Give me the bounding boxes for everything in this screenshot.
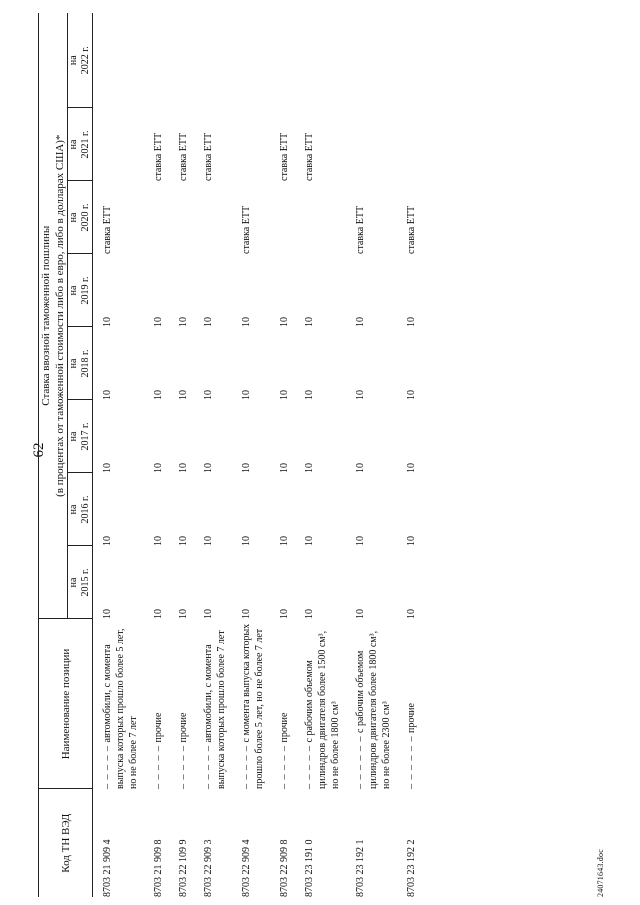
rate-cell: 10	[203, 609, 214, 619]
rate-cell: 10	[304, 390, 315, 400]
rate-cell: 10	[203, 463, 214, 473]
level-dashes: – – – – – –	[355, 735, 366, 789]
rate-cell: 10	[241, 390, 252, 400]
position-name-text: с момента выпуска которых прошло более 5 лет, но не более 7 лет	[241, 623, 265, 789]
position-name	[148, 619, 173, 789]
position-name	[198, 619, 236, 789]
rate-cell	[274, 13, 299, 108]
rate-cell: 10	[178, 390, 189, 400]
rate-cell: 10	[279, 609, 290, 619]
rate-cell: 10	[178, 609, 189, 619]
rate-cell: ставка ЕТТ	[241, 205, 252, 254]
position-name-text: автомобили, с момента выпуска которых прошло более 7 лет	[203, 630, 227, 789]
rate-cell: 10	[102, 317, 113, 327]
rate-cell: 10	[355, 390, 366, 400]
rate-cell	[198, 181, 236, 254]
rate-cell: 10	[279, 536, 290, 546]
header-year-label: 2016 г.	[80, 495, 91, 524]
rate-cell	[198, 13, 236, 108]
rate-cell: 10	[102, 390, 113, 400]
table-row	[350, 13, 401, 897]
rate-cell: ставка ЕТТ	[279, 132, 290, 181]
header-year	[68, 254, 93, 327]
rate-cell: 10	[153, 317, 164, 327]
rate-cell: 10	[178, 463, 189, 473]
document-id: 24071643.doc	[596, 849, 605, 897]
rate-cell: 10	[102, 609, 113, 619]
rate-cell: 10	[406, 390, 417, 400]
header-year-label: 2022 г.	[80, 46, 91, 75]
rate-cell	[173, 181, 198, 254]
position-name	[173, 619, 198, 789]
level-dashes: – – – – –	[203, 745, 214, 789]
header-year	[68, 327, 93, 400]
rate-cell: 10	[153, 463, 164, 473]
table-row	[93, 13, 149, 897]
rate-cell: 10	[279, 463, 290, 473]
rate-cell: 10	[178, 536, 189, 546]
tnved-code: 8703 22 109 9	[178, 839, 189, 897]
header-rate-line1: Ставка ввозной таможенной пошлины	[40, 225, 52, 406]
table-row	[173, 13, 198, 897]
rate-cell: 10	[304, 463, 315, 473]
position-name	[401, 619, 426, 789]
rate-cell: 10	[355, 317, 366, 327]
level-dashes: – – – – –	[153, 745, 164, 789]
rate-cell: 10	[355, 609, 366, 619]
rate-cell	[93, 108, 149, 181]
header-year-prefix: на	[68, 139, 79, 150]
rate-cell: 10	[304, 536, 315, 546]
header-year	[68, 473, 93, 546]
page-number: 62	[31, 442, 47, 458]
tnved-code: 8703 21 909 8	[153, 839, 164, 897]
tnved-code: 8703 21 909 4	[102, 839, 113, 897]
position-name-text: прочие	[406, 703, 417, 733]
rate-cell: 10	[406, 317, 417, 327]
header-year	[68, 108, 93, 181]
tnved-code: 8703 22 909 3	[203, 839, 214, 897]
header-year-label: 2019 г.	[80, 276, 91, 305]
rate-cell: ставка ЕТТ	[304, 132, 315, 181]
table-row	[299, 13, 350, 897]
rate-cell	[350, 13, 401, 108]
rate-cell: ставка ЕТТ	[203, 132, 214, 181]
header-year-label: 2020 г.	[80, 203, 91, 232]
rate-cell: 10	[279, 390, 290, 400]
rate-cell	[148, 181, 173, 254]
rate-cell: 10	[355, 536, 366, 546]
level-dashes: – – – – –	[178, 745, 189, 789]
table-row	[401, 13, 426, 897]
table-row	[198, 13, 236, 897]
header-code: Код ТН ВЭД	[39, 789, 93, 897]
rate-cell: 10	[279, 317, 290, 327]
header-year-prefix: на	[68, 504, 79, 515]
rate-cell: 10	[153, 390, 164, 400]
header-year-label: 2018 г.	[80, 349, 91, 378]
level-dashes: – – – – –	[102, 745, 113, 789]
header-year-prefix: на	[68, 285, 79, 296]
header-year-prefix: на	[68, 431, 79, 442]
position-name-text: прочие	[279, 712, 290, 743]
rate-cell: 10	[203, 390, 214, 400]
tnved-code: 8703 23 192 1	[355, 839, 366, 897]
rate-cell: 10	[406, 536, 417, 546]
header-year-prefix: на	[68, 212, 79, 223]
position-name-text: автомобили, с момента выпуска которых прошло более 5 лет, но не более 7 лет	[102, 628, 139, 789]
rate-cell: ставка ЕТТ	[102, 205, 113, 254]
position-name-text: с рабочим объемом цилиндров двигателя более 1800 см³, но не более 2300 см³	[355, 630, 392, 789]
position-name	[93, 619, 149, 789]
table-row	[148, 13, 173, 897]
header-year-label: 2015 г.	[80, 568, 91, 597]
rate-cell: 10	[241, 463, 252, 473]
rate-cell: ставка ЕТТ	[355, 205, 366, 254]
rate-cell	[299, 181, 350, 254]
table-row	[274, 13, 299, 897]
rate-cell	[236, 108, 274, 181]
header-rate-line2: (в процентах от таможенной стоимости либо в евро, либо в долларах США)*	[54, 134, 66, 497]
rate-cell	[173, 13, 198, 108]
rate-cell: 10	[178, 317, 189, 327]
rate-cell: 10	[304, 317, 315, 327]
header-year-label: 2017 г.	[80, 422, 91, 451]
rate-cell: 10	[203, 536, 214, 546]
level-dashes: – – – – –	[304, 745, 315, 789]
position-name	[299, 619, 350, 789]
rate-cell: ставка ЕТТ	[153, 132, 164, 181]
rate-cell	[236, 13, 274, 108]
rate-cell	[401, 108, 426, 181]
level-dashes: – – – – – –	[406, 735, 417, 789]
rate-cell	[401, 13, 426, 108]
header-year	[68, 546, 93, 619]
position-name	[274, 619, 299, 789]
rate-cell	[148, 13, 173, 108]
rate-cell: 10	[203, 317, 214, 327]
rate-cell: 10	[241, 609, 252, 619]
rate-cell	[93, 13, 149, 108]
position-name	[236, 619, 274, 789]
rate-cell: ставка ЕТТ	[406, 205, 417, 254]
rate-cell: 10	[153, 609, 164, 619]
position-name-text: прочие	[153, 712, 164, 743]
rate-cell: 10	[153, 536, 164, 546]
header-year	[68, 181, 93, 254]
header-year	[68, 13, 93, 108]
position-name-text: с рабочим объемом цилиндров двигателя более 1500 см³, но не более 1800 см³	[304, 630, 341, 789]
rate-cell: 10	[241, 536, 252, 546]
rate-cell: 10	[102, 463, 113, 473]
rate-cell: 10	[304, 609, 315, 619]
header-year-prefix: на	[68, 358, 79, 369]
rate-cell: 10	[241, 317, 252, 327]
header-name: Наименование позиции	[39, 619, 93, 789]
tnved-code: 8703 23 192 2	[406, 839, 417, 897]
header-year-prefix: на	[68, 577, 79, 588]
rate-cell: 10	[355, 463, 366, 473]
customs-duty-table	[38, 13, 426, 897]
header-year	[68, 400, 93, 473]
level-dashes: – – – – –	[279, 745, 290, 789]
tnved-code: 8703 22 909 8	[279, 839, 290, 897]
header-rate	[39, 13, 68, 619]
rate-cell	[274, 181, 299, 254]
rate-cell	[350, 108, 401, 181]
position-name	[350, 619, 401, 789]
tnved-code: 8703 23 191 0	[304, 839, 315, 897]
header-year-prefix: на	[68, 55, 79, 66]
rate-cell: ставка ЕТТ	[178, 132, 189, 181]
rate-cell: 10	[102, 536, 113, 546]
level-dashes: – – – – –	[241, 745, 252, 789]
rate-cell: 10	[406, 463, 417, 473]
header-year-label: 2021 г.	[80, 130, 91, 159]
tnved-code: 8703 22 909 4	[241, 839, 252, 897]
table-row	[236, 13, 274, 897]
position-name-text: прочие	[178, 712, 189, 743]
rate-cell	[299, 13, 350, 108]
rate-cell: 10	[406, 609, 417, 619]
